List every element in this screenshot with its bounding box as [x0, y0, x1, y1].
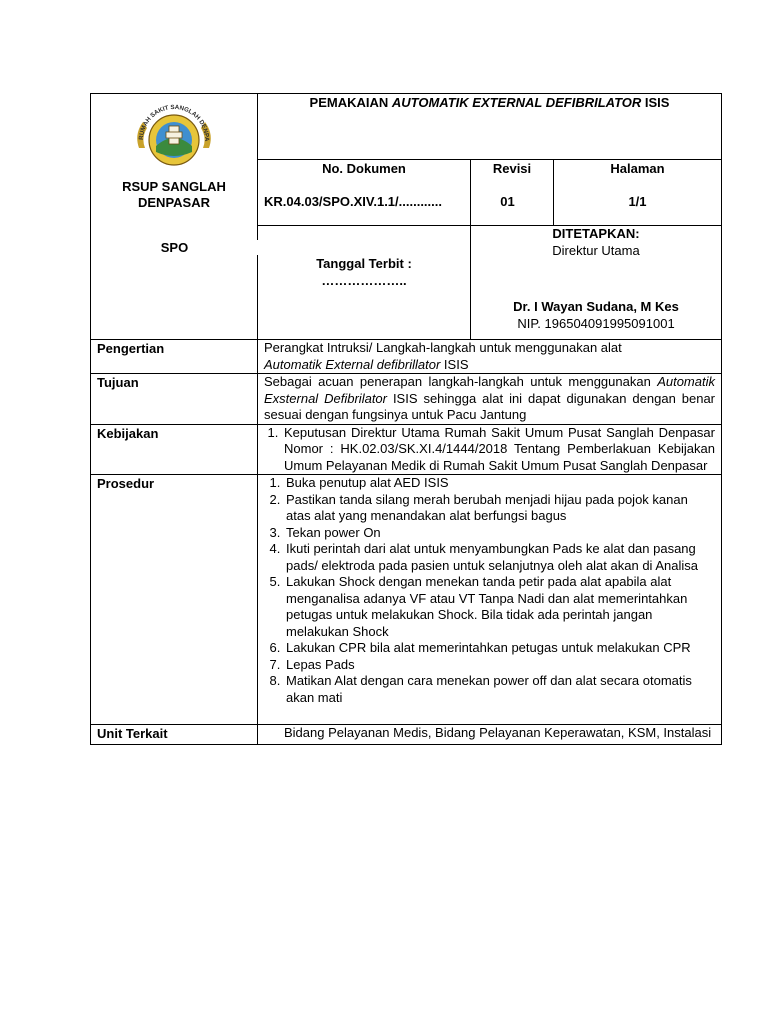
revisi-label: Revisi — [492, 161, 532, 176]
ditetapkan-label: DITETAPKAN: — [552, 226, 640, 241]
kebijakan-item: 1. Keputusan Direktur Utama Rumah Sakit Umum Pusat Sanglah Denpasar Nomor : HK.02.03/SK.XI.4/1444/2018 Tentang Pemberlakuan Kebijakan Umum Pelayanan Medik di Rumah Sakit Umum Pusat Sanglah Denpasar — [282, 425, 715, 475]
kebijakan-label: Kebijakan — [91, 424, 258, 475]
pengertian-text: Perangkat Intruksi/ Langkah-langkah untuk menggunakan alat Automatik External defibrillator ISIS — [258, 340, 722, 374]
halaman-cell — [554, 160, 722, 226]
prosedur-item: 4. Ikuti perintah dari alat untuk menyambungkan Pads ke alat dan pasang pads/ elektroda pada pasien untuk selanjutnya oleh alat akan di Analisa — [284, 541, 715, 574]
halaman-label: Halaman — [610, 161, 665, 176]
signatory-name: Dr. I Wayan Sudana, M Kes — [513, 299, 679, 314]
signatory-nip: NIP. 196504091995091001 — [517, 315, 675, 331]
hospital-name: RSUP SANGLAH DENPASAR — [122, 178, 226, 210]
prosedur-item: 8. Matikan Alat dengan cara menekan power off dan alat secara otomatis akan mati — [284, 673, 715, 706]
document-title: PEMAKAIAN AUTOMATIK EXTERNAL DEFIBRILATOR ISIS — [258, 94, 722, 160]
no-dokumen-value: KR.04.03/SPO.XIV.1.1/............ — [264, 193, 442, 209]
prosedur-list-cell — [258, 475, 722, 725]
unit-terkait-text: Bidang Pelayanan Medis, Bidang Pelayanan Keperawatan, KSM, Instalasi — [258, 725, 722, 745]
prosedur-label: Prosedur — [91, 475, 258, 725]
ditetapkan-cell — [471, 226, 722, 340]
pengertian-label: Pengertian — [91, 340, 258, 374]
prosedur-item: 5. Lakukan Shock dengan menekan tanda petir pada alat apabila alat menganalisa adanya VF atau VT Tanpa Nadi dan alat memerintahkan petugas untuk melakukan Shock. Bila tidak ada perintah jangan melakukan Shock — [284, 574, 715, 640]
spo-document-table — [90, 93, 722, 745]
logo-ring-text: RUMAH SAKIT SANGLAH DENPA — [137, 103, 211, 142]
revisi-cell — [471, 160, 554, 226]
hospital-logo — [131, 100, 217, 166]
document-title-italic: AUTOMATIK EXTERNAL DEFIBRILATOR — [391, 95, 642, 110]
prosedur-item: 6. Lakukan CPR bila alat memerintahkan petugas untuk melakukan CPR — [284, 640, 715, 657]
revisi-value: 01 — [500, 193, 515, 209]
unit-terkait-label: Unit Terkait — [91, 725, 258, 745]
prosedur-item: 3. Tekan power On — [284, 525, 715, 542]
prosedur-item: 7. Lepas Pads — [284, 657, 715, 674]
prosedur-item: 2. Pastikan tanda silang merah berubah menjadi hijau pada pojok kanan atas alat yang menandakan alat berfungsi bagus — [284, 492, 715, 525]
prosedur-item: 1. Buka penutup alat AED ISIS — [284, 475, 715, 492]
tanggal-terbit-value: ……………….. — [321, 272, 407, 288]
tujuan-label: Tujuan — [91, 374, 258, 425]
ditetapkan-role: Direktur Utama — [552, 242, 640, 258]
tanggal-terbit-cell — [258, 226, 471, 340]
tanggal-terbit-label: Tanggal Terbit : — [316, 256, 412, 271]
kebijakan-list — [264, 425, 715, 475]
halaman-value: 1/1 — [628, 193, 647, 209]
hospital-logo-cell — [91, 94, 258, 340]
no-dokumen-label: No. Dokumen — [322, 161, 406, 176]
kebijakan-list-cell — [258, 424, 722, 475]
prosedur-list — [264, 475, 715, 706]
spo-label: SPO — [91, 240, 258, 255]
no-dokumen-cell — [258, 160, 471, 226]
tujuan-text: Sebagai acuan penerapan langkah-langkah untuk menggunakan Automatik Exsternal Defibrilator ISIS sehingga alat ini dapat digunakan dengan benar sesuai dengan fungsinya untuk Pacu Jantung — [258, 374, 722, 425]
